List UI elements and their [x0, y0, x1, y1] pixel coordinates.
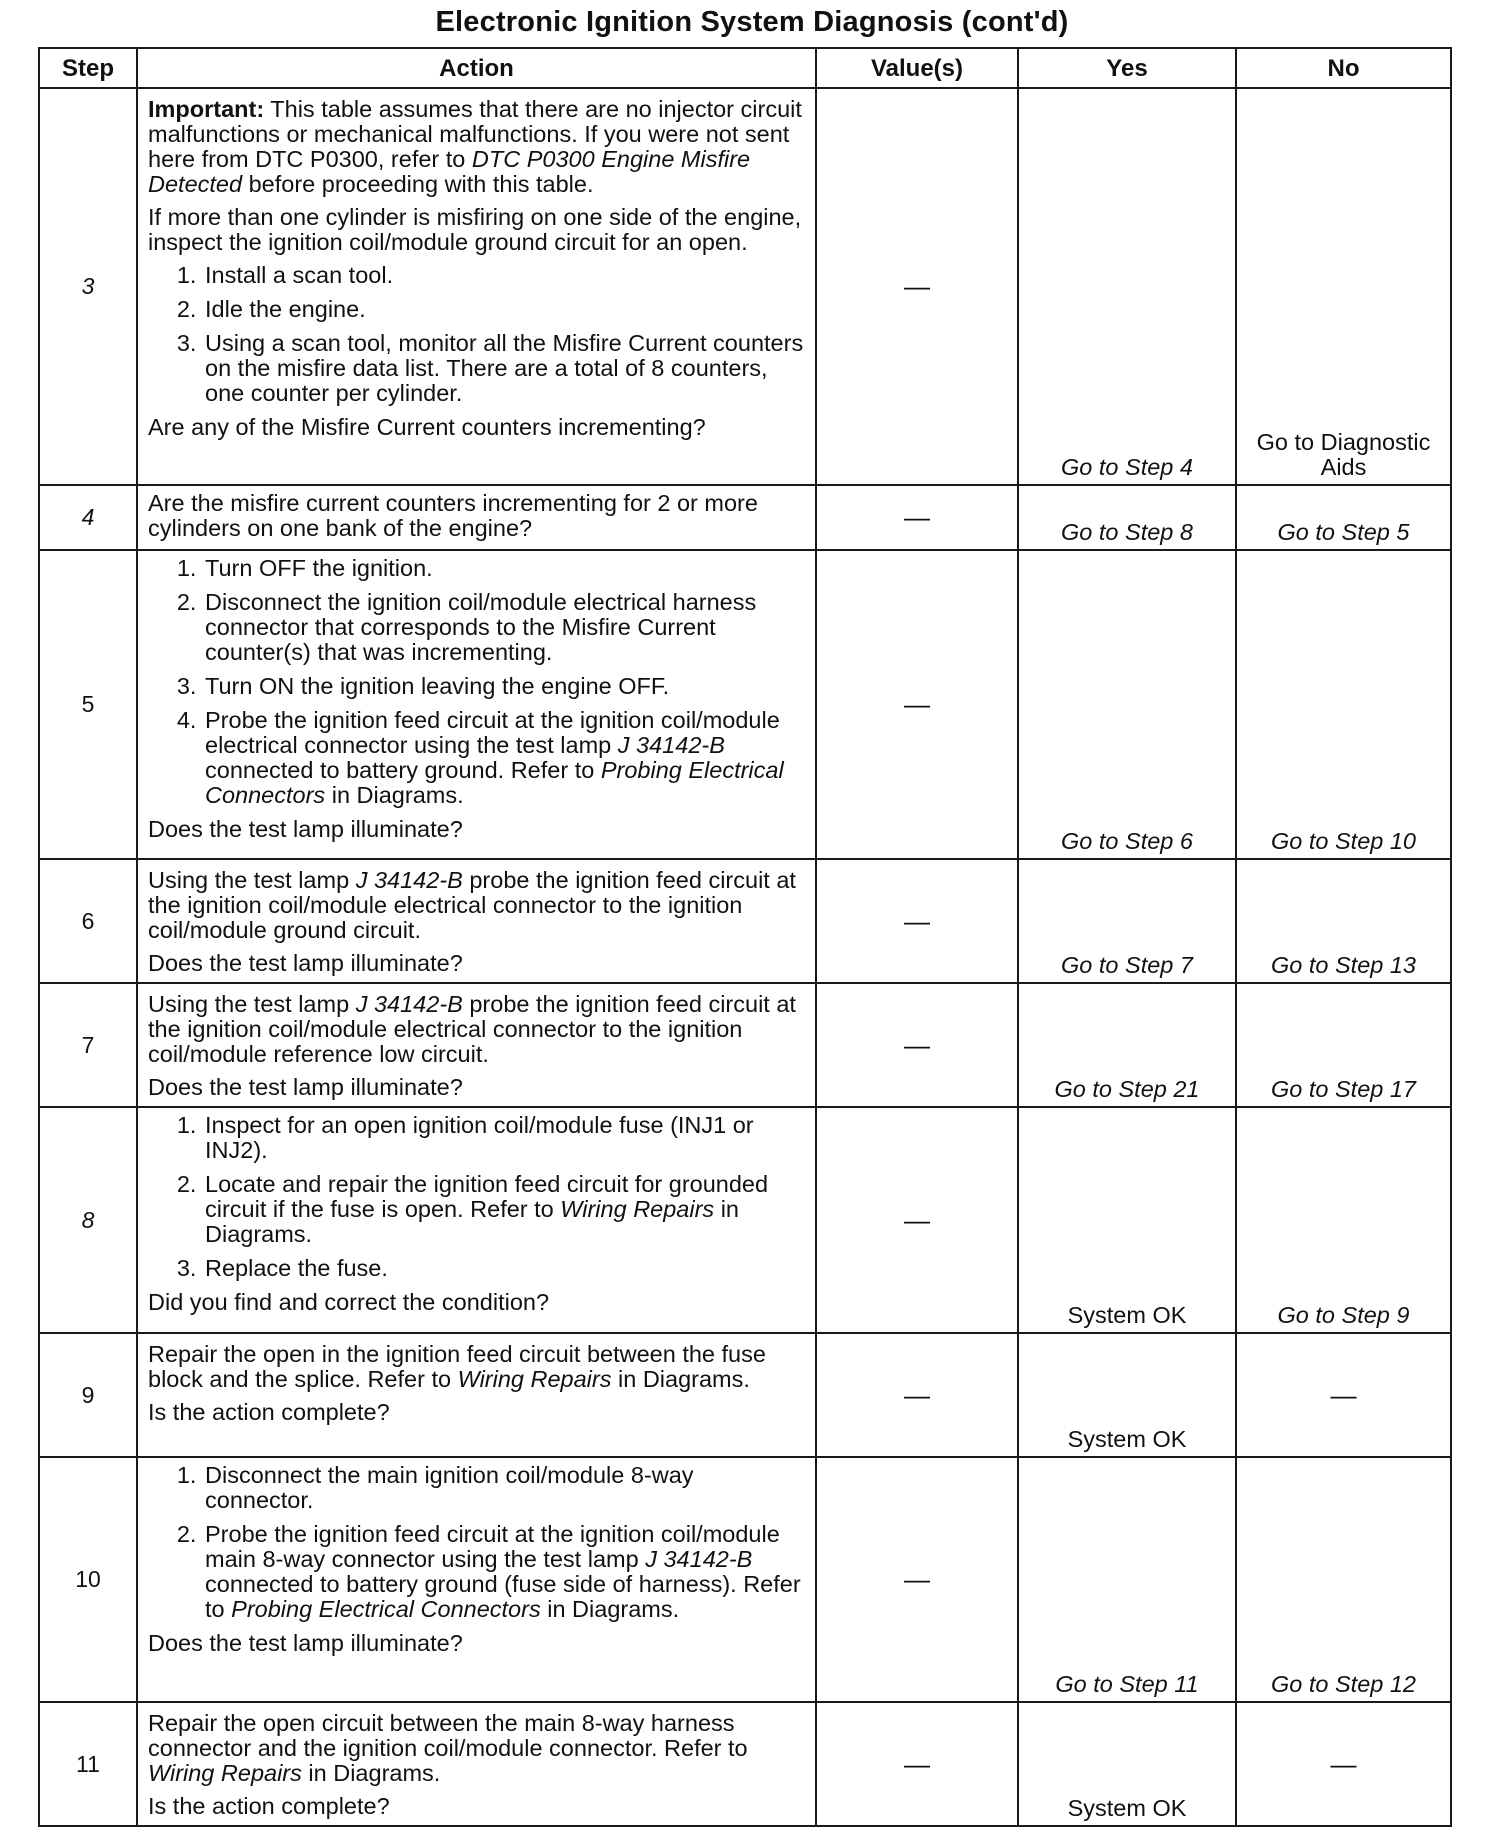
list-item: 3. Replace the fuse. [203, 1256, 805, 1281]
important-reference: DTC P0300 Engine Misfire Detected [148, 146, 751, 197]
value-cell: — [816, 550, 1018, 859]
header-yes: Yes [1018, 48, 1236, 88]
important-label: Important: [148, 96, 265, 122]
no-result: Go to Step 10 [1236, 550, 1451, 859]
action-text [148, 1711, 805, 1786]
list-item-text: Probe the ignition feed circuit at the ignition coil/module main 8-way connector using the test lamp [205, 1521, 780, 1572]
table-row-step-9 [39, 1333, 1451, 1457]
no-result: Go to Step 5 [1236, 485, 1451, 550]
list-item-text: in Diagrams. [540, 1596, 680, 1622]
yes-result: Go to Step 7 [1018, 859, 1236, 983]
header-row [39, 48, 1451, 88]
action-question: Are the misfire current counters incrementing for 2 or more cylinders on one bank of the engine? [148, 490, 758, 541]
action-cell [137, 485, 816, 550]
no-result: Go to Step 12 [1236, 1457, 1451, 1702]
list-item-text: Locate and repair the ignition feed circuit for grounded circuit if the fuse is open. Refer to [205, 1171, 769, 1222]
action-question: Does the test lamp illuminate? [148, 1630, 463, 1656]
list-item: 1. Turn OFF the ignition. [203, 556, 805, 581]
list-item-text: in Diagrams. [325, 782, 464, 808]
table-row-step-10 [39, 1457, 1451, 1702]
action-question: Are any of the Misfire Current counters incrementing? [148, 414, 706, 440]
step-number: 10 [39, 1457, 137, 1702]
no-result: — [1236, 1333, 1451, 1457]
list-item [203, 1172, 805, 1247]
list-item: 2. Idle the engine. [203, 297, 805, 322]
important-note [148, 97, 805, 197]
step-number: 9 [39, 1333, 137, 1457]
action-intro: If more than one cylinder is misfiring on one side of the engine, inspect the ignition coil/module ground circuit for an open. [148, 204, 802, 255]
action-question: Is the action complete? [148, 1399, 390, 1425]
yes-result: Go to Step 6 [1018, 550, 1236, 859]
yes-result: Go to Step 21 [1018, 983, 1236, 1107]
header-action: Action [137, 48, 816, 88]
header-step: Step [39, 48, 137, 88]
table-row-step-5 [39, 550, 1451, 859]
no-result: Go to Step 9 [1236, 1107, 1451, 1333]
action-text-part: in Diagrams. [611, 1366, 750, 1392]
action-list [148, 1463, 805, 1622]
value-cell: — [816, 1702, 1018, 1826]
step-number: 11 [39, 1702, 137, 1826]
action-cell [137, 88, 816, 485]
action-cell [137, 1107, 816, 1333]
yes-result: System OK [1018, 1333, 1236, 1457]
header-values: Value(s) [816, 48, 1018, 88]
page-title: Electronic Ignition System Diagnosis (cont'd) [435, 6, 1069, 38]
table-row-step-11 [39, 1702, 1451, 1826]
step-number: 7 [39, 983, 137, 1107]
no-result: — [1236, 1702, 1451, 1826]
document-reference: Probing Electrical Connectors [205, 757, 784, 808]
list-item: 1. Inspect for an open ignition coil/module fuse (INJ1 or INJ2). [203, 1113, 805, 1163]
table-row-step-3 [39, 88, 1451, 485]
list-item: 1. Install a scan tool. [203, 263, 805, 288]
table-row-step-4 [39, 485, 1451, 550]
table-row-step-7 [39, 983, 1451, 1107]
action-cell [137, 1457, 816, 1702]
yes-result: System OK [1018, 1702, 1236, 1826]
action-list [148, 1113, 805, 1281]
action-text-part: Using the test lamp [148, 991, 356, 1017]
tool-reference: J 34142-B [617, 732, 725, 758]
action-cell [137, 1333, 816, 1457]
value-cell: — [816, 88, 1018, 485]
table-row-step-8 [39, 1107, 1451, 1333]
value-cell: — [816, 485, 1018, 550]
document-reference: Wiring Repairs [148, 1760, 302, 1786]
document-reference: Wiring Repairs [560, 1196, 715, 1222]
value-cell: — [816, 983, 1018, 1107]
action-text [148, 868, 805, 943]
action-text [148, 1342, 805, 1392]
action-list [148, 263, 805, 406]
list-item: 2. Disconnect the ignition coil/module electrical harness connector that corresponds to the Misfire Current counter(s) that was incrementing. [203, 590, 805, 665]
no-result: Go to Diagnostic Aids [1236, 88, 1451, 485]
value-cell: — [816, 1333, 1018, 1457]
yes-result: Go to Step 8 [1018, 485, 1236, 550]
step-number: 4 [39, 485, 137, 550]
yes-result: Go to Step 4 [1018, 88, 1236, 485]
table-row-step-6 [39, 859, 1451, 983]
important-tail: before proceeding with this table. [242, 171, 594, 197]
action-text-part: Using the test lamp [148, 867, 356, 893]
no-result: Go to Step 13 [1236, 859, 1451, 983]
value-cell: — [816, 1107, 1018, 1333]
list-item: 3. Turn ON the ignition leaving the engine OFF. [203, 674, 805, 699]
yes-result: System OK [1018, 1107, 1236, 1333]
action-cell [137, 550, 816, 859]
step-number: 5 [39, 550, 137, 859]
action-cell [137, 1702, 816, 1826]
action-question: Does the test lamp illuminate? [148, 950, 463, 976]
action-question: Does the test lamp illuminate? [148, 816, 463, 842]
action-question: Is the action complete? [148, 1793, 390, 1819]
step-number: 8 [39, 1107, 137, 1333]
action-text-part: in Diagrams. [301, 1760, 441, 1786]
action-question: Does the test lamp illuminate? [148, 1074, 463, 1100]
list-item: 1. Disconnect the main ignition coil/module 8-way connector. [203, 1463, 805, 1513]
action-cell [137, 859, 816, 983]
tool-reference: J 34142-B [355, 991, 463, 1017]
document-reference: Wiring Repairs [457, 1366, 612, 1392]
action-list [148, 556, 805, 808]
tool-reference: J 34142-B [645, 1546, 753, 1572]
tool-reference: J 34142-B [355, 867, 463, 893]
no-result: Go to Step 17 [1236, 983, 1451, 1107]
step-number: 3 [39, 88, 137, 485]
yes-result: Go to Step 11 [1018, 1457, 1236, 1702]
action-text-part: Repair the open circuit between the main 8-way harness connector and the ignition coil/module connector. Refer to [148, 1710, 748, 1761]
action-cell [137, 983, 816, 1107]
diagnosis-table [38, 47, 1452, 1827]
list-item [203, 1522, 805, 1622]
action-question: Did you find and correct the condition? [148, 1289, 550, 1315]
step-number: 6 [39, 859, 137, 983]
value-cell: — [816, 1457, 1018, 1702]
list-item-text: in Diagrams. [205, 1196, 739, 1247]
value-cell: — [816, 859, 1018, 983]
list-item [203, 708, 805, 808]
action-text-part: probe the ignition feed circuit at the ignition coil/module electrical connector to the ignition coil/module reference low circuit. [148, 991, 796, 1067]
document-reference: Probing Electrical Connectors [231, 1596, 541, 1622]
list-item: 3. Using a scan tool, monitor all the Misfire Current counters on the misfire data list. There are a total of 8 counters, one counter per cylinder. [203, 331, 805, 406]
important-text: This table assumes that there are no injector circuit malfunctions or mechanical malfunctions. If you were not sent here from DTC P0300, refer to [148, 96, 802, 172]
header-no: No [1236, 48, 1451, 88]
list-item-text: Probe the ignition feed circuit at the ignition coil/module electrical connector using the test lamp [205, 707, 780, 758]
action-text-part: probe the ignition feed circuit at the ignition coil/module electrical connector to the ignition coil/module ground circuit. [148, 867, 796, 943]
list-item-text: connected to battery ground. Refer to [205, 757, 601, 783]
list-item-text: connected to battery ground (fuse side of harness). Refer to [205, 1571, 801, 1622]
action-text-part: Repair the open in the ignition feed circuit between the fuse block and the splice. Refer to [148, 1341, 766, 1392]
action-text [148, 992, 805, 1067]
